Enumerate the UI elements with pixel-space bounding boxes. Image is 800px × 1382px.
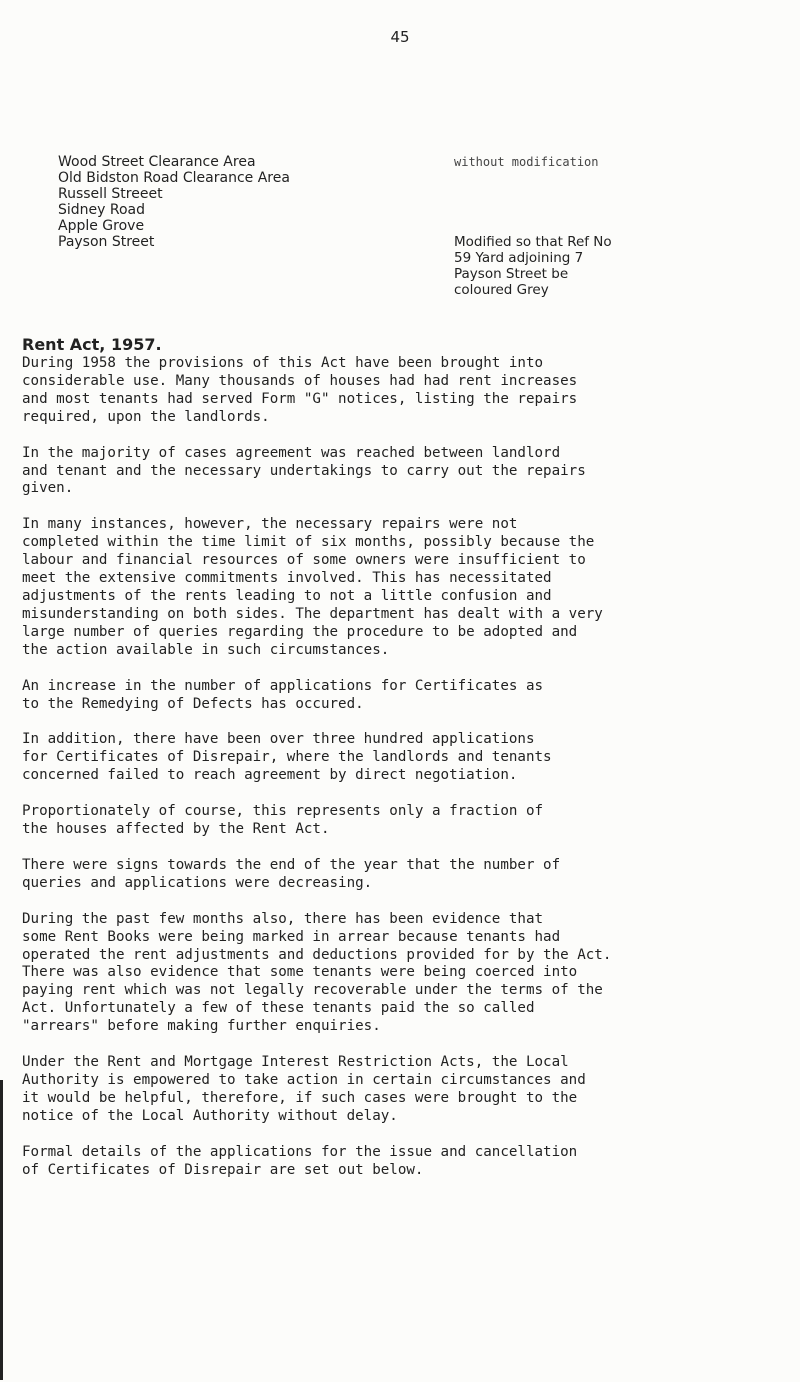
paragraph: There were signs towards the end of the year that the number of queries and applications were decreasing.	[22, 856, 561, 891]
clearance-areas-list	[58, 154, 748, 298]
scan-edge-mark	[0, 1080, 3, 1380]
page-number: 45	[390, 28, 410, 46]
area-name: Sidney Road	[58, 202, 146, 218]
clearance-area-row	[58, 154, 748, 170]
body-text	[22, 355, 792, 1198]
paragraph: During 1958 the provisions of this Act have been brought into considerable use. Many thousands of houses had had rent increases and most tenants had served Form "G" notices, listing the repairs required, upon the landlords.	[22, 355, 578, 425]
area-name: Russell Streeet	[58, 186, 163, 202]
area-name: Payson Street	[58, 234, 155, 250]
paragraph: In the majority of cases agreement was reached between landlord and tenant and the necessary undertakings to carry out the repairs given.	[22, 444, 586, 497]
paragraph: Formal details of the applications for the issue and cancellation of Certificates of Disrepair are set out below.	[22, 1143, 578, 1178]
area-name: Wood Street Clearance Area	[58, 154, 256, 170]
area-name: Old Bidston Road Clearance Area	[58, 170, 290, 186]
area-status: Modified so that Ref No 59 Yard adjoining 7 Payson Street be coloured Grey	[454, 234, 612, 298]
paragraph: Proportionately of course, this represents only a fraction of the houses affected by the Rent Act.	[22, 803, 544, 838]
paragraph: During the past few months also, there has been evidence that some Rent Books were being marked in arrear because tenants had operated the rent adjustments and deductions provided for by the Act. There was also evidence that some tenants were being coerced into paying rent which was not legally recoverable under the terms of the Act. Unfortunately a few of these tenants paid the so called "arrears" before making further enquiries.	[22, 910, 612, 1035]
area-name: Apple Grove	[58, 218, 145, 234]
paragraph: Under the Rent and Mortgage Interest Restriction Acts, the Local Authority is empowered to take action in certain circumstances and it would be helpful, therefore, if such cases were brought to the notice of the Local Authority without delay.	[22, 1054, 586, 1124]
clearance-area-row	[58, 186, 748, 202]
area-status: without modification	[454, 155, 599, 169]
clearance-area-row	[58, 170, 748, 186]
clearance-area-row	[58, 218, 748, 234]
paragraph: In many instances, however, the necessary repairs were not completed within the time limit of six months, possibly because the labour and financial resources of some owners were insufficient to meet the extensive commitments involved. This has necessitated adjustments of the rents leading to not a little confusion and misunderstanding on both sides. The department has dealt with a very large number of queries regarding the procedure to be adopted and the action available in such circumstances.	[22, 516, 603, 658]
clearance-area-row	[58, 234, 748, 298]
paragraph: An increase in the number of applications for Certificates as to the Remedying of Defects has occured.	[22, 677, 544, 712]
paragraph: In addition, there have been over three hundred applications for Certificates of Disrepair, where the landlords and tenants concerned failed to reach agreement by direct negotiation.	[22, 731, 552, 784]
section-heading: Rent Act, 1957.	[22, 335, 162, 354]
clearance-area-row	[58, 202, 748, 218]
